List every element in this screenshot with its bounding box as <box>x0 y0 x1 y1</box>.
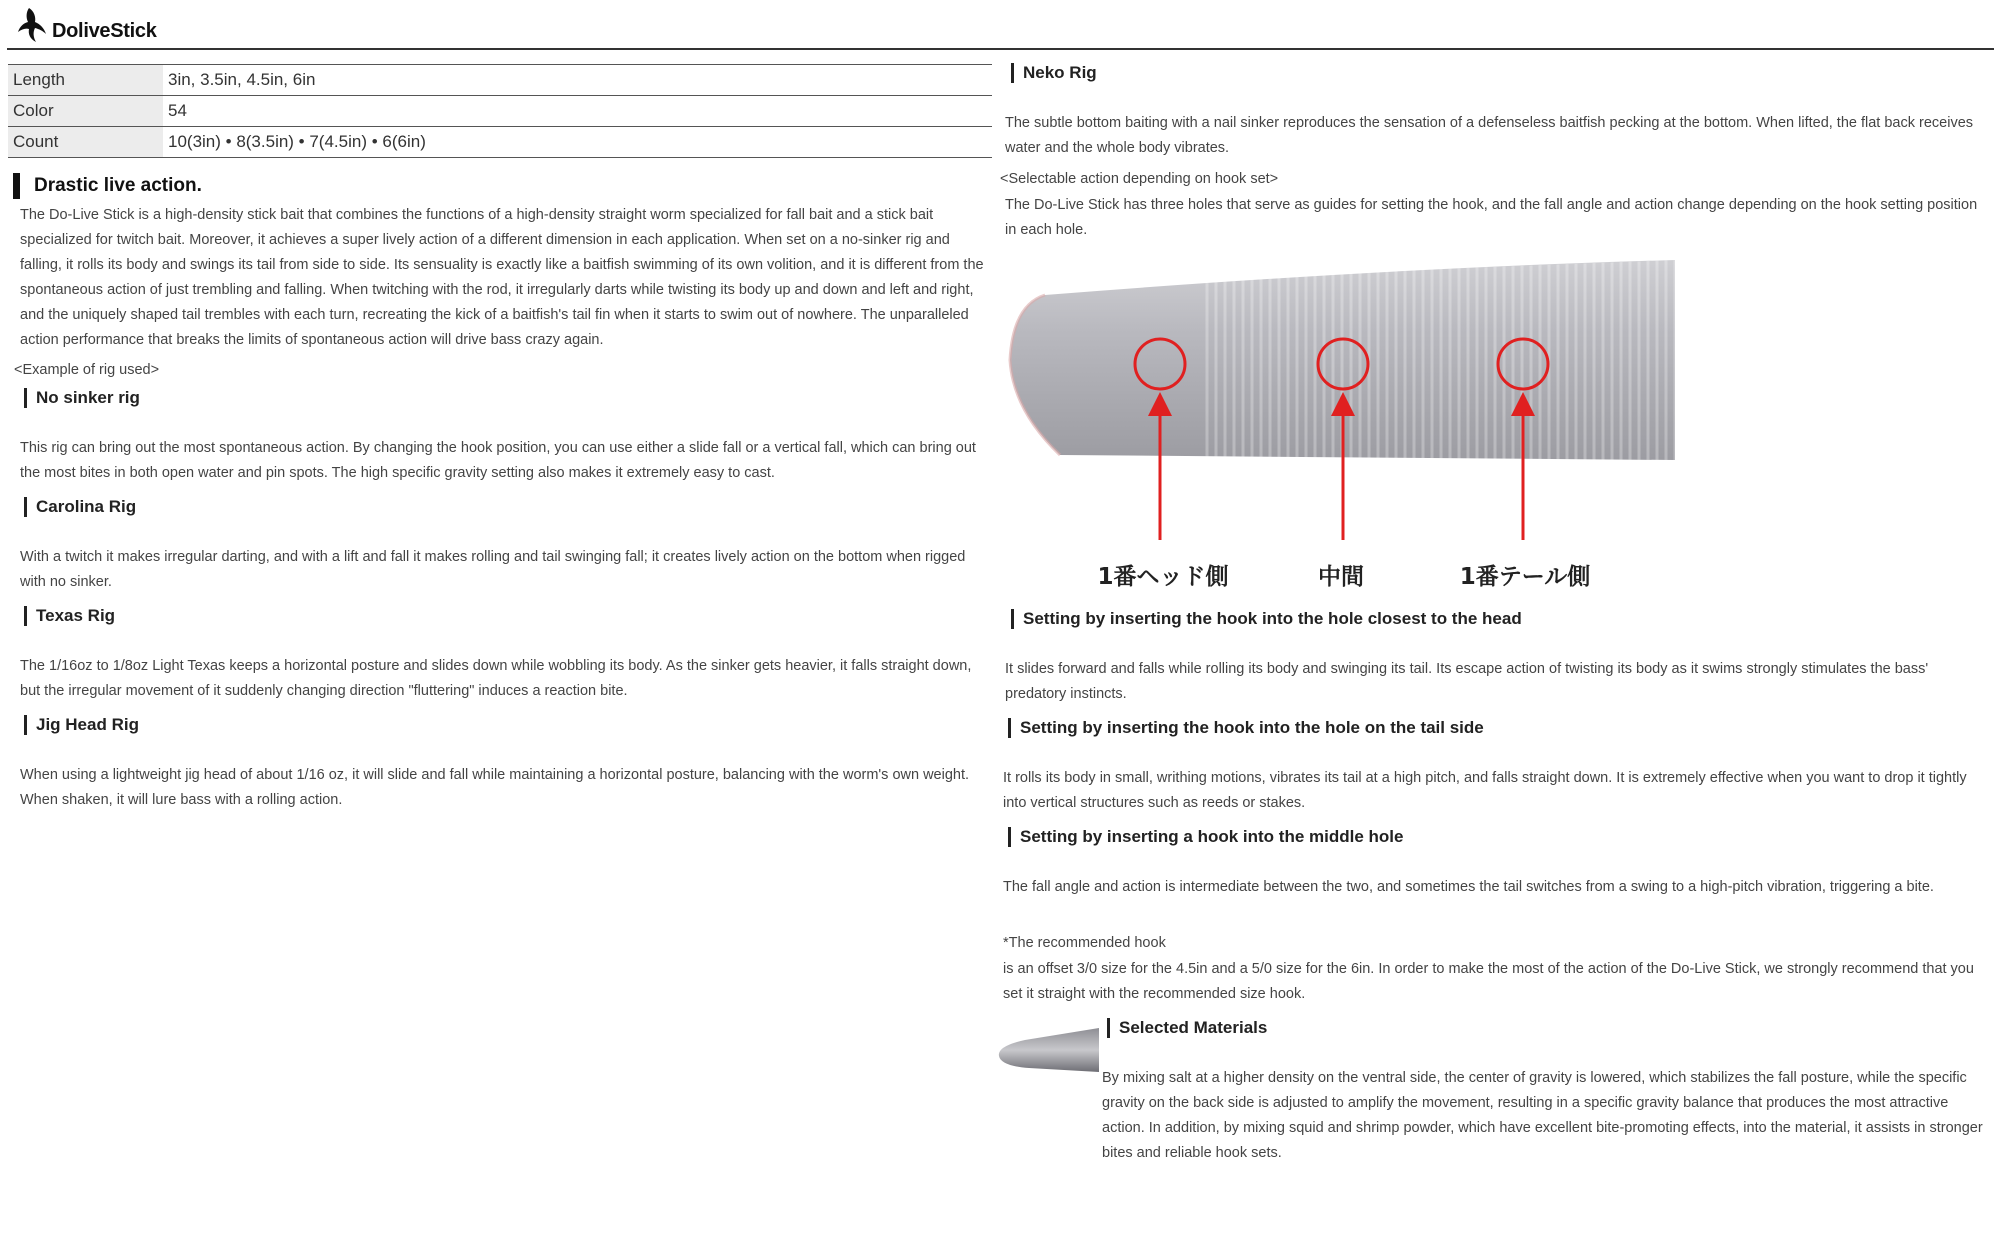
rig-heading-jig-head: Jig Head Rig <box>24 715 139 735</box>
recommended-hook-label: *The recommended hook <box>1003 935 1166 951</box>
setting-heading-head-hole: Setting by inserting the hook into the hole closest to the head <box>1011 609 1522 629</box>
spec-value: 10(3in) • 8(3.5in) • 7(4.5in) • 6(6in) <box>168 132 426 151</box>
figure-label-tail-side: 1番テール側 <box>1459 564 1591 590</box>
rig-heading-texas: Texas Rig <box>24 606 115 626</box>
spec-label: Color <box>8 96 163 127</box>
figure-label-head-side: 1番ヘッド側 <box>1097 564 1229 590</box>
rig-heading-no-sinker: No sinker rig <box>24 388 140 408</box>
hook-set-label: <Selectable action depending on hook set> <box>1000 171 1279 187</box>
rig-text-carolina: With a twitch it makes irregular darting, and with a lift and fall it makes rolling and tail swinging fall; it creates lively action on the bottom when rigged with no sinker. <box>20 549 966 590</box>
setting-heading-middle-hole: Setting by inserting a hook into the middle hole <box>1008 827 1403 847</box>
header-divider <box>7 48 1994 50</box>
intro-paragraph: The Do-Live Stick is a high-density stick bait that combines the functions of a high-density straight worm specialized for fall bait and a stick bait specialized for twitch bait. Moreover, it achieves a super lively action of a different dimension in each application. When set on a no-sinker rig and falling, it rolls its body and swings its tail from side to side. Its sensuality is exactly like a baitfish swimming of its own volition, and it is different from the spontaneous action of just trembling and falling. When twitching with the rod, it irregularly darts while twisting its body up and down and left and right, and the uniquely shaped tail trembles with each turn, recreating the kick of a baitfish's tail fin when it starts to swim out of nowhere. The unparalleled action performance that breaks the limits of spontaneous action will drive bass crazy again. <box>20 207 984 348</box>
spec-label: Length <box>8 65 163 96</box>
materials-text: By mixing salt at a higher density on the ventral side, the center of gravity is lowered, which stabilizes the fall posture, while the specific gravity on the back side is adjusted to amplify the movement, resulting in a specific gravity balance that produces the most attractive action. In addition, by mixing squid and shrimp powder, which have excellent bite-promoting effects, into the material, it assists in stronger bites and reliable hook sets. <box>1102 1070 1983 1161</box>
hook-set-paragraph: The Do-Live Stick has three holes that serve as guides for setting the hook, and the fall angle and action change depending on the hook setting position in each hole. <box>1005 197 1978 238</box>
brand-logo-bird-icon <box>16 6 48 44</box>
spec-value: 54 <box>168 101 187 120</box>
rig-text-texas: The 1/16oz to 1/8oz Light Texas keeps a horizontal posture and slides down while wobbling its body. As the sinker gets heavier, it falls straight down, but the irregular movement of it suddenly changing direction "fluttering" induces a reaction bite. <box>20 658 972 699</box>
figure-label-middle: 中間 <box>1318 564 1364 590</box>
setting-text-head-hole: It slides forward and falls while rolling its body and swinging its tail. Its escape action of twisting its body as it swims strongly stimulates the bass' predatory instincts. <box>1005 661 1929 702</box>
spec-table <box>8 64 992 158</box>
spec-row <box>8 65 992 96</box>
recommended-hook-text: is an offset 3/0 size for the 4.5in and a 5/0 size for the 6in. In order to make the most of the action of the Do-Live Stick, we strongly recommend that you set it straight with the recommended size hook. <box>1003 961 1974 1002</box>
brand-name: DoliveStick <box>52 20 157 42</box>
worm-hook-hole-figure <box>1005 250 1685 595</box>
setting-text-middle-hole: The fall angle and action is intermediate between the two, and sometimes the tail switches from a swing to a high-pitch vibration, triggering a bite. <box>1003 879 1934 895</box>
spec-row <box>8 96 992 127</box>
spec-label: Count <box>8 127 163 158</box>
section-heading-drastic-live-action: Drastic live action. <box>13 173 202 199</box>
bait-tail-thumbnail <box>995 1020 1099 1078</box>
rig-heading-carolina: Carolina Rig <box>24 497 136 517</box>
rig-example-label: <Example of rig used> <box>14 362 160 378</box>
rig-heading-neko: Neko Rig <box>1011 63 1097 83</box>
materials-heading: Selected Materials <box>1107 1018 1267 1038</box>
setting-heading-tail-hole: Setting by inserting the hook into the hole on the tail side <box>1008 718 1484 738</box>
spec-row <box>8 127 992 158</box>
rig-text-no-sinker: This rig can bring out the most spontaneous action. By changing the hook position, you can use either a slide fall or a vertical fall, which can bring out the most bites in both open water and pin spots. The high specific gravity setting also makes it extremely easy to cast. <box>20 440 976 481</box>
setting-text-tail-hole: It rolls its body in small, writhing motions, vibrates its tail at a high pitch, and falls straight down. It is extremely effective when you want to drop it tightly into vertical structures such as reeds or stakes. <box>1003 770 1967 811</box>
rig-text-jig-head: When using a lightweight jig head of about 1/16 oz, it will slide and fall while maintaining a horizontal posture, balancing with the worm's own weight. When shaken, it will lure bass with a rolling action. <box>20 767 970 808</box>
rig-text-neko: The subtle bottom baiting with a nail sinker reproduces the sensation of a defenseless baitfish pecking at the bottom. When lifted, the flat back receives water and the whole body vibrates. <box>1005 115 1974 156</box>
spec-value: 3in, 3.5in, 4.5in, 6in <box>168 70 316 89</box>
